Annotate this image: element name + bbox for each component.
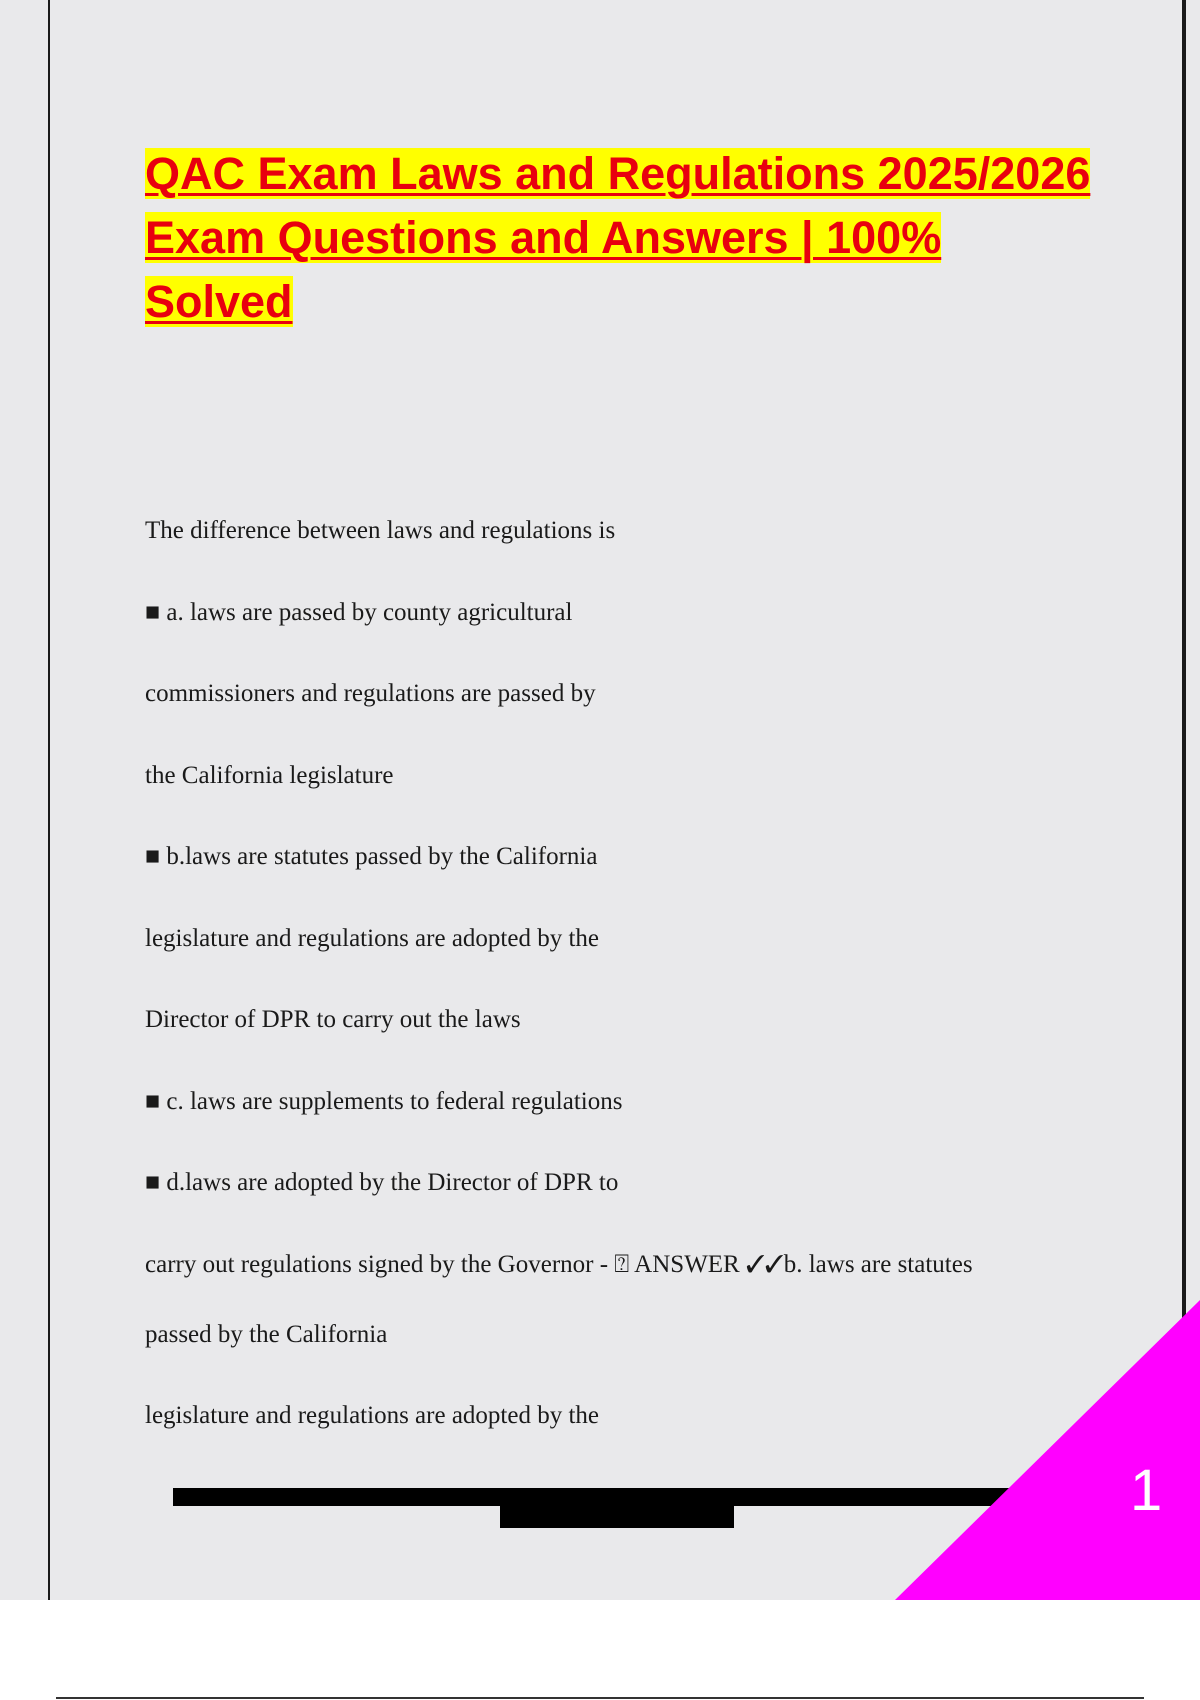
document-title-text: QAC Exam Laws and Regulations 2025/2026 Exam Questions and Answers | 100% Solved [145,148,1091,327]
footer-bar-tab [500,1498,734,1528]
answer-line: carry out regulations signed by the Governor - ⍰ ANSWER ✓✓b. laws are statutes [145,1250,973,1278]
option-c-line: ■ c. laws are supplements to federal regulations [145,1087,623,1115]
option-d-line: ■ d.laws are adopted by the Director of DPR to [145,1169,619,1196]
option-a-line: commissioners and regulations are passed by [145,680,596,707]
corner-triangle [895,1300,1200,1600]
bottom-divider [56,1697,1144,1699]
question-line: The difference between laws and regulations is [145,517,616,544]
page-border-left [48,0,50,1600]
option-b-line: legislature and regulations are adopted by the [145,924,600,952]
corner-triangle-shape [895,1300,1200,1600]
answer-line: passed by the California [145,1320,388,1348]
option-b-line: ■ b.laws are statutes passed by the California [145,843,598,870]
option-a-line: the California legislature [145,761,394,789]
page-number: 1 [1130,1458,1163,1523]
document-title [145,142,1095,334]
answer-line: legislature and regulations are adopted by the [145,1402,600,1429]
option-b-line: Director of DPR to carry out the laws [145,1006,521,1033]
option-a-line: ■ a. laws are passed by county agricultural [145,598,573,626]
